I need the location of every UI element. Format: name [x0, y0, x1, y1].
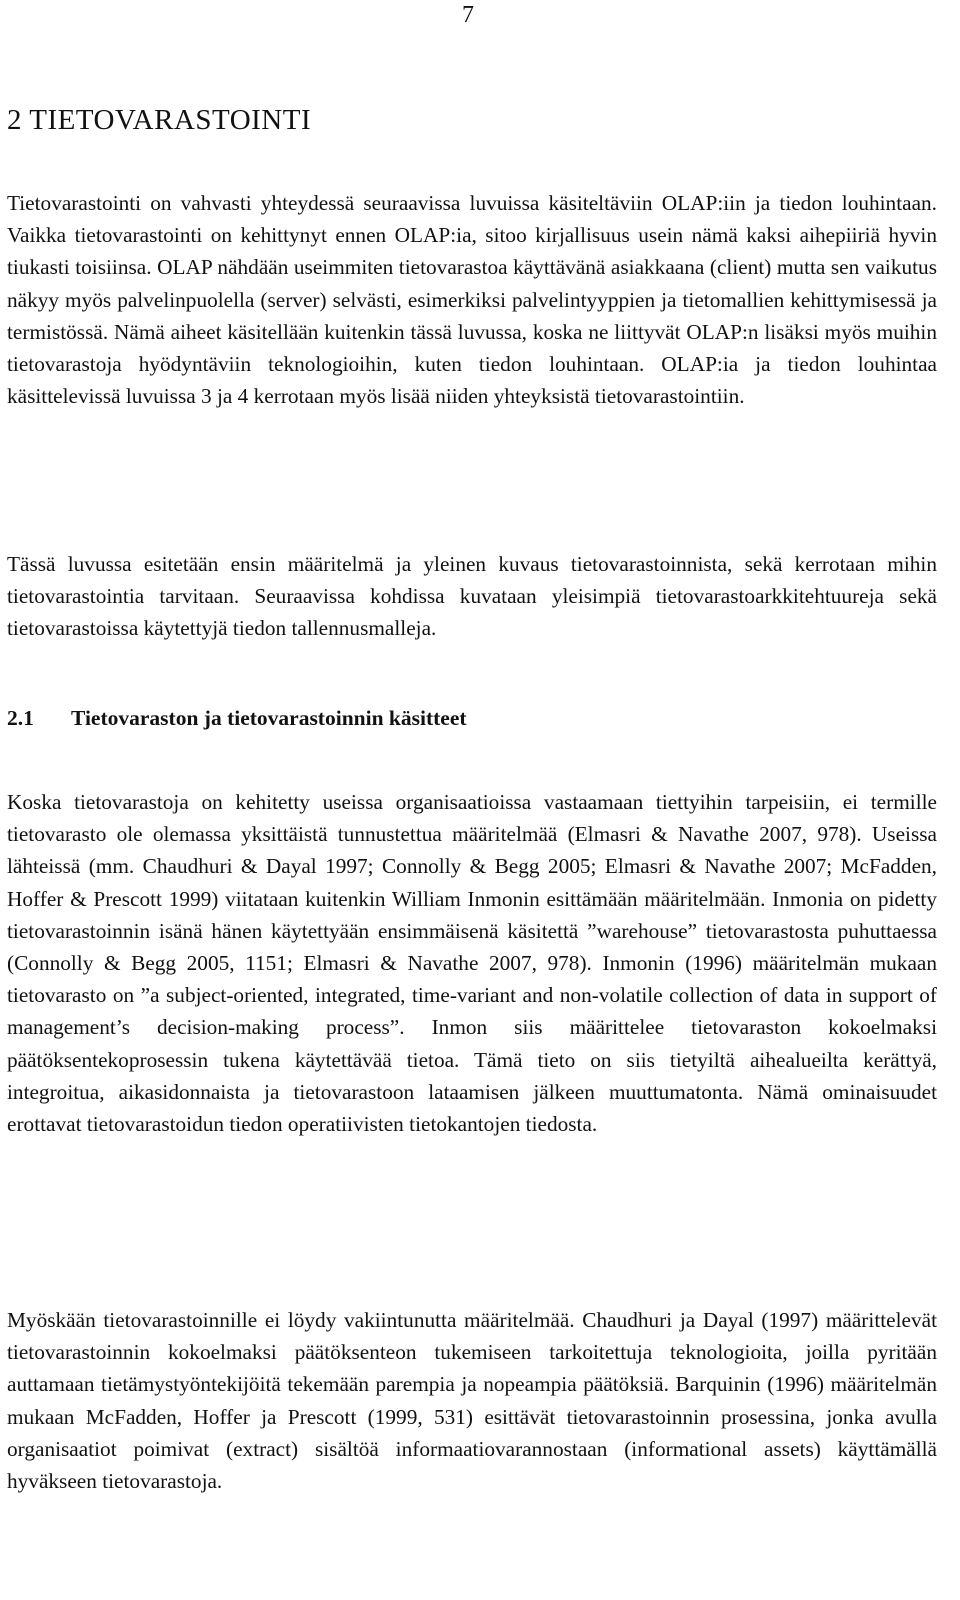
intro-paragraph-2: Tässä luvussa esitetään ensin määritelmä ja yleinen kuvaus tietovarastoinnista, sekä kerrotaan mihin tietovarastointia tarvitaan. Seuraavissa kohdissa kuvataan yleisimpiä tietovarastoarkkitehtuureja sekä tietovarastoissa käytettyjä tiedon tallennusmalleja. [7, 552, 937, 641]
section-number: 2.1 [7, 706, 34, 730]
section-title: Tietovaraston ja tietovarastoinnin käsitteet [71, 706, 467, 730]
page-number: 7 [462, 2, 474, 28]
section-heading [7, 702, 467, 734]
chapter-title: 2 TIETOVARASTOINTI [7, 104, 312, 136]
section-paragraph-2: Myöskään tietovarastoinnille ei löydy vakiintunutta määritelmää. Chaudhuri ja Dayal (1997) määrittelevät tietovarastoinnin kokoelmaksi päätöksenteon tukemiseen tarkoitettuja teknologioita, joilla pyritään auttamaan tietämystyöntekijöitä tekemään parempia ja nopeampia päätöksiä. Barquinin (1996) määritelmän mukaan McFadden, Hoffer ja Prescott (1999, 531) esittävät tietovarastoinnin prosessina, jonka avulla organisaatiot poimivat (extract) sisältöä informaatiovarannostaan (informational assets) käyttämällä hyväkseen tietovarastoja. [7, 1308, 937, 1494]
intro-paragraph-1: Tietovarastointi on vahvasti yhteydessä seuraavissa luvuissa käsiteltäviin OLAP:iin ja tiedon louhintaan. Vaikka tietovarastointi on kehittynyt ennen OLAP:ia, sitoo kirjallisuus usein nämä kaksi aihepiiriä hyvin tiukasti toisiinsa. OLAP nähdään useimmiten tietovarastoa käyttävänä asiakkaana (client) mutta sen vaikutus näkyy myös palvelinpuolella (server) selvästi, esimerkiksi palvelintyyppien ja tietomallien kehittymisessä ja termistössä. Nämä aiheet käsitellään kuitenkin tässä luvussa, koska ne liittyvät OLAP:n lisäksi myös muihin tietovarastoja hyödyntäviin teknologioihin, kuten tiedon louhintaan. OLAP:ia ja tiedon louhintaa käsittelevissä luvuissa 3 ja 4 kerrotaan myös lisää niiden yhteyksistä tietovarastointiin. [7, 191, 937, 409]
section-paragraph-1: Koska tietovarastoja on kehitetty useissa organisaatioissa vastaamaan tiettyihin tarpeisiin, ei termille tietovarasto ole olemassa yksittäistä tunnustettua määritelmää (Elmasri & Navathe 2007, 978). Useissa lähteissä (mm. Chaudhuri & Dayal 1997; Connolly & Begg 2005; Elmasri & Navathe 2007; McFadden, Hoffer & Prescott 1999) viitataan kuitenkin William Inmonin esittämään määritelmään. Inmonia on pidetty tietovarastoinnin isänä hänen käytettyään ensimmäisenä käsitettä ”warehouse” tietovarastosta puhuttaessa (Connolly & Begg 2005, 1151; Elmasri & Navathe 2007, 978). Inmonin (1996) määritelmän mukaan tietovarasto on ”a subject-oriented, integrated, time-variant and non-volatile collection of data in support of management’s decision-making process”. Inmon siis määrittelee tietovaraston kokoelmaksi päätöksentekoprosessin tukena käytettävää tietoa. Tämä tieto on siis tietyiltä aihealueilta kerättyä, integroitua, aikasidonnaista ja tietovarastoon lataamisen jälkeen muuttumatonta. Nämä ominaisuudet erottavat tietovarastoidun tiedon operatiivisten tietokantojen tiedosta. [7, 790, 937, 1137]
